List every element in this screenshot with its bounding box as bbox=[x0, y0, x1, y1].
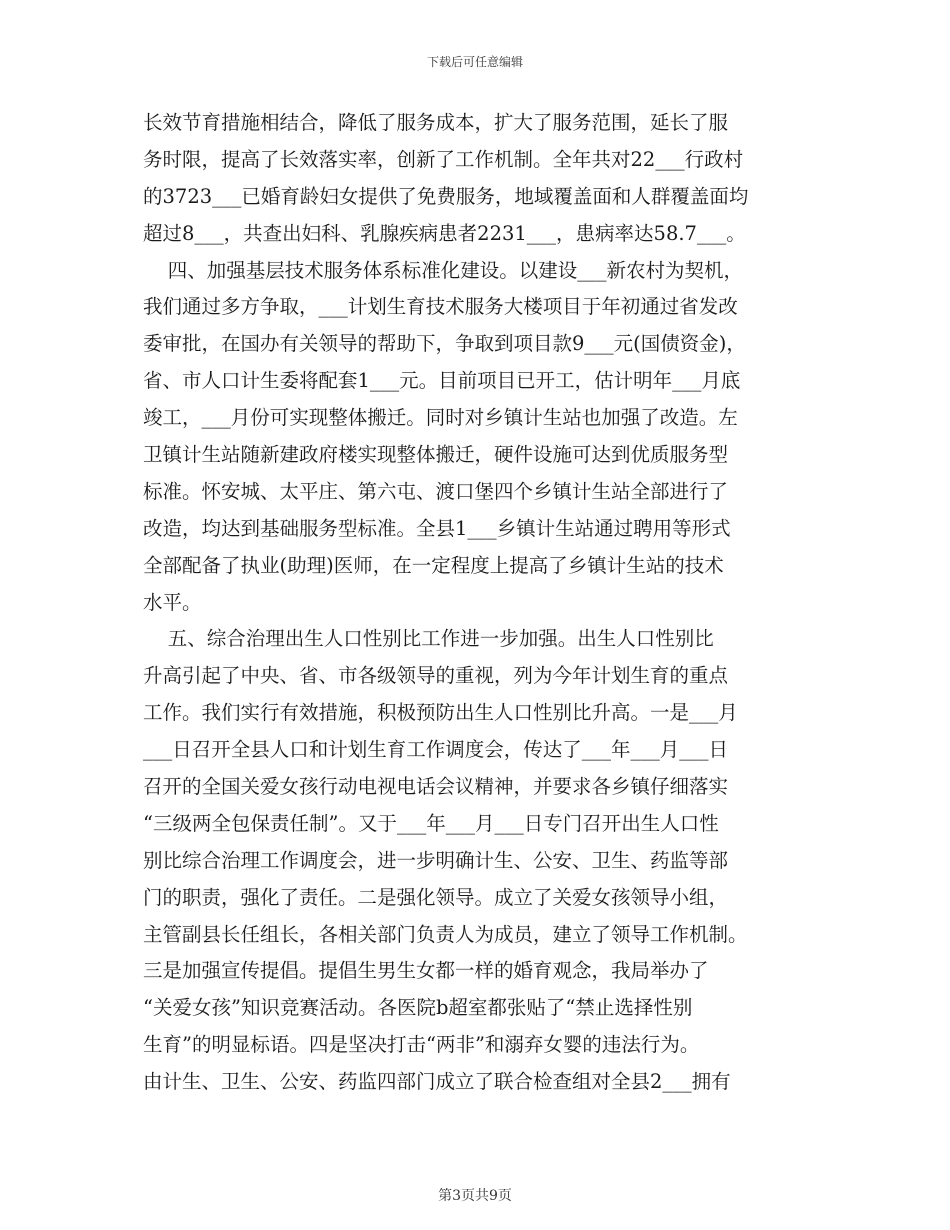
text-line: 由计生、卫生、公安、药监四部门成立了联合检查组对全县2___拥有 bbox=[143, 1070, 731, 1094]
text-line: 我们通过多方争取，___计划生育技术服务大楼项目于年初通过省发改 bbox=[143, 295, 738, 319]
text-line: 别比综合治理工作调度会，进一步明确计生、公安、卫生、药监等部 bbox=[143, 848, 729, 872]
page-footer: 第3页共9页 bbox=[438, 1188, 512, 1204]
text-line: 五、综合治理出生人口性别比工作进一步加强。出生人口性别比 bbox=[143, 627, 714, 651]
text-line: 全部配备了执业(助理)医师，在一定程度上提高了乡镇计生站的技术 bbox=[143, 553, 724, 577]
text-line: 水平。 bbox=[143, 590, 202, 614]
text-line: 工作。我们实行有效措施，积极预防出生人口性别比升高。一是___月 bbox=[143, 701, 738, 725]
text-line: “三级两全包保责任制”。又于___年___月___日专门召开出生人口性 bbox=[143, 811, 719, 835]
text-line: 三是加强宣传提倡。提倡生男生女都一样的婚育观念，我局举办了 bbox=[143, 959, 709, 983]
text-line: 门的职责，强化了责任。二是强化领导。成立了关爱女孩领导小组， bbox=[143, 885, 729, 909]
text-line: 省、市人口计生委将配套1___元。目前项目已开工，估计明年___月底 bbox=[143, 369, 741, 393]
text-line: 改造，均达到基础服务型标准。全县1___乡镇计生站通过聘用等形式 bbox=[143, 516, 731, 540]
page-header: 下载后可任意编辑 bbox=[426, 55, 523, 69]
text-line: 召开的全国关爱女孩行动电视电话会议精神，并要求各乡镇仔细落实 bbox=[143, 775, 729, 799]
document-body bbox=[143, 105, 823, 1101]
text-line: 主管副县长任组长，各相关部门负责人为成员，建立了领导工作机制。 bbox=[143, 922, 748, 946]
text-line: 生育”的明显标语。四是坚决打击“两非”和溺弃女婴的违法行为。 bbox=[143, 1033, 700, 1057]
text-line: 竣工，___月份可实现整体搬迁。同时对乡镇计生站也加强了改造。左 bbox=[143, 406, 738, 430]
text-line: 升高引起了中央、省、市各级领导的重视，列为今年计划生育的重点 bbox=[143, 664, 729, 688]
text-line: 标准。怀安城、太平庄、第六屯、渡口堡四个乡镇计生站全部进行了 bbox=[143, 479, 729, 503]
text-line: 务时限，提高了长效落实率，创新了工作机制。全年共对22___行政村 bbox=[143, 147, 744, 171]
text-line: 的3723___已婚育龄妇女提供了免费服务，地域覆盖面和人群覆盖面均 bbox=[143, 184, 749, 208]
text-line: “关爱女孩”知识竞赛活动。各医院b超室都张贴了“禁止选择性别 bbox=[143, 996, 693, 1020]
text-line: 卫镇计生站随新建政府楼实现整体搬迁，硬件设施可达到优质服务型 bbox=[143, 443, 729, 467]
text-line: 四、加强基层技术服务体系标准化建设。以建设___新农村为契机， bbox=[143, 258, 744, 282]
text-line: ___日召开全县人口和计划生育工作调度会，传达了___年___月___日 bbox=[143, 738, 729, 762]
text-line: 超过8___，共查出妇科、乳腺疾病患者2231___，患病率达58.7___。 bbox=[143, 221, 746, 245]
text-line: 长效节育措施相结合，降低了服务成本，扩大了服务范围，延长了服 bbox=[143, 111, 729, 134]
text-line: 委审批，在国办有关领导的帮助下，争取到项目款9___元(国债资金)， bbox=[143, 332, 746, 356]
